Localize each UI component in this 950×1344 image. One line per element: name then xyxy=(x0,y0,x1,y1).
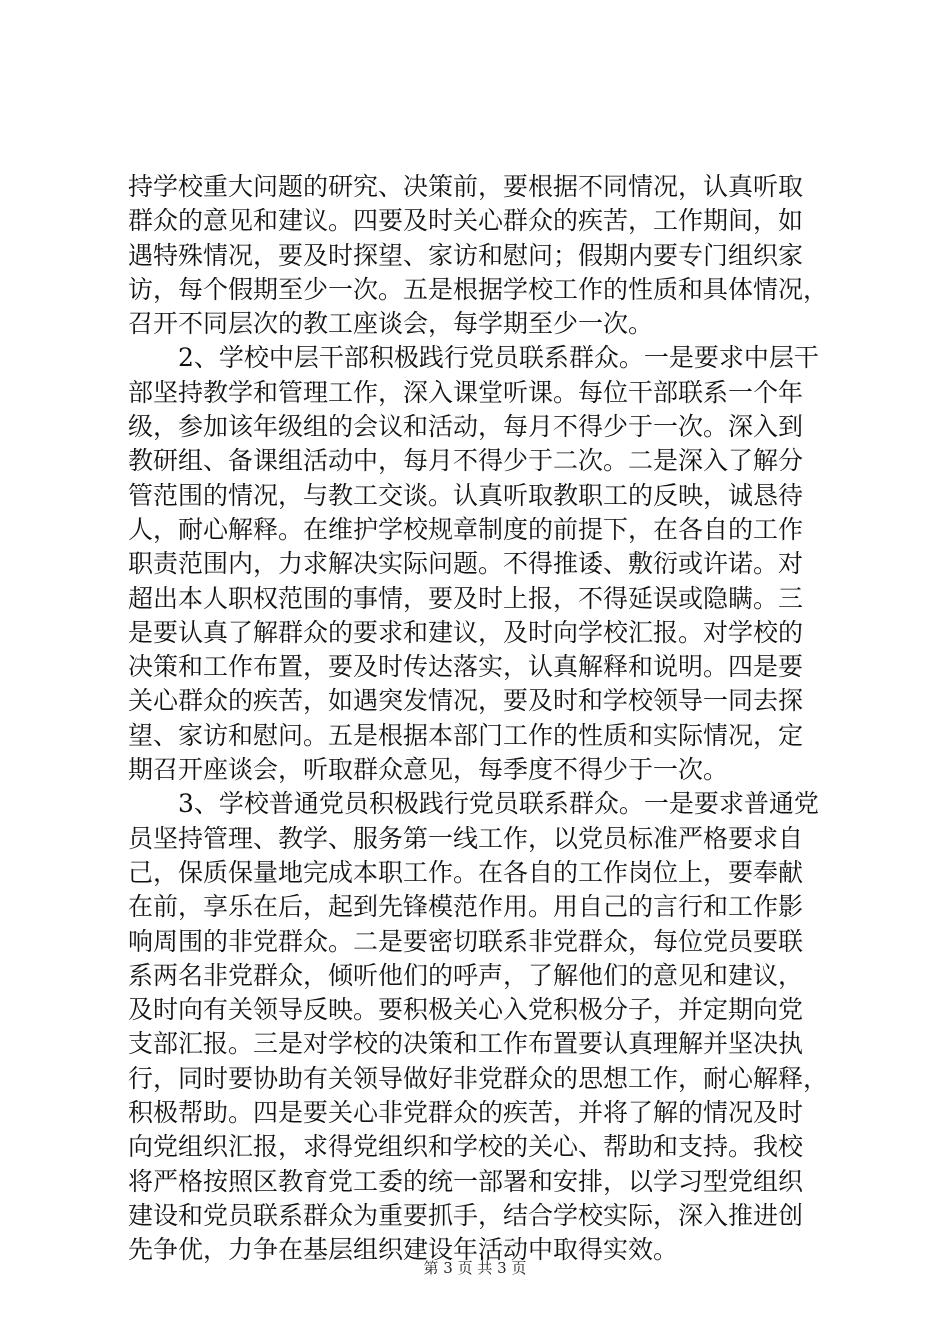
text-line: 积极帮助。四是要关心非党群众的疾苦，并将了解的情况及时 xyxy=(128,1098,804,1128)
text-line: 部坚持教学和管理工作，深入课堂听课。每位干部联系一个年 xyxy=(128,377,804,407)
text-line: 支部汇报。三是对学校的决策和工作布置要认真理解并坚决执 xyxy=(128,1029,804,1059)
text-line: 将严格按照区教育党工委的统一部署和安排，以学习型党组织 xyxy=(128,1166,804,1196)
text-line: 群众的意见和建议。四要及时关心群众的疾苦，工作期间，如 xyxy=(128,206,804,236)
text-line: 遇特殊情况，要及时探望、家访和慰问；假期内要专门组织家 xyxy=(128,240,804,270)
text-line: 建设和党员联系群众为重要抓手，结合学校实际，深入推进创 xyxy=(128,1200,804,1230)
text-line: 期召开座谈会，听取群众意见，每季度不得少于一次。 xyxy=(128,755,729,785)
paragraph-3 xyxy=(128,787,828,1267)
document-body xyxy=(128,170,828,1268)
text-line: 行，同时要协助有关领导做好非党群众的思想工作，耐心解释， xyxy=(128,1063,828,1093)
text-line: 望、家访和慰问。五是根据本部门工作的性质和实际情况，定 xyxy=(128,720,804,750)
text-line: 职责范围内，力求解决实际问题。不得推诿、敷衍或许诺。对 xyxy=(128,549,804,579)
text-line: 2、学校中层干部积极践行党员联系群众。一是要求中层干 xyxy=(178,343,819,373)
text-line: 访，每个假期至少一次。五是根据学校工作的性质和具体情况， xyxy=(128,274,828,304)
text-line: 召开不同层次的教工座谈会，每学期至少一次。 xyxy=(128,309,654,339)
text-line: 系两名非党群众，倾听他们的呼声，了解他们的意见和建议， xyxy=(128,960,804,990)
paragraph-2 xyxy=(128,341,828,787)
text-line: 员坚持管理、教学、服务第一线工作，以党员标准严格要求自 xyxy=(128,823,804,853)
text-line: 及时向有关领导反映。要积极关心入党积极分子，并定期向党 xyxy=(128,995,804,1025)
text-line: 级，参加该年级组的会议和活动，每月不得少于一次。深入到 xyxy=(128,412,804,442)
text-line: 持学校重大问题的研究、决策前，要根据不同情况，认真听取 xyxy=(128,172,804,201)
text-line: 管范围的情况，与教工交谈。认真听取教职工的反映，诚恳待 xyxy=(128,480,804,510)
text-line: 向党组织汇报，求得党组织和学校的关心、帮助和支持。我校 xyxy=(128,1132,804,1162)
text-line: 在前，享乐在后，起到先锋模范作用。用自己的言行和工作影 xyxy=(128,892,804,922)
text-line: 响周围的非党群众。二是要密切联系非党群众，每位党员要联 xyxy=(128,926,804,956)
page-number-footer: 第 3 页 共 3 页 xyxy=(423,1259,527,1277)
text-line: 先争优，力争在基层组织建设年活动中取得实效。 xyxy=(128,1235,679,1265)
paragraph-1 xyxy=(128,170,828,341)
text-line: 关心群众的疾苦，如遇突发情况，要及时和学校领导一同去探 xyxy=(128,686,804,716)
text-line: 是要认真了解群众的要求和建议，及时向学校汇报。对学校的 xyxy=(128,617,804,647)
text-line: 人，耐心解释。在维护学校规章制度的前提下，在各自的工作 xyxy=(128,514,804,544)
text-line: 3、学校普通党员积极践行党员联系群众。一是要求普通党 xyxy=(178,789,819,819)
text-line: 教研组、备课组活动中，每月不得少于二次。二是深入了解分 xyxy=(128,446,804,476)
text-line: 超出本人职权范围的事情，要及时上报，不得延误或隐瞒。三 xyxy=(128,583,804,613)
text-line: 己，保质保量地完成本职工作。在各自的工作岗位上，要奉献 xyxy=(128,857,804,887)
text-line: 决策和工作布置，要及时传达落实，认真解释和说明。四是要 xyxy=(128,652,804,682)
